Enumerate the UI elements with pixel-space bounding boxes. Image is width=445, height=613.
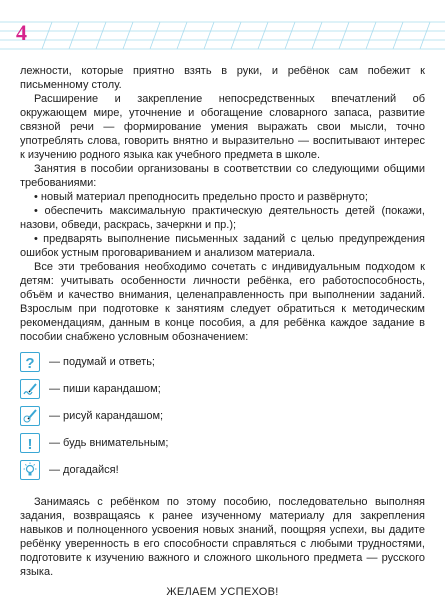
legend-label: — будь внимательным; [49, 437, 169, 449]
paragraph: Расширение и закрепление непосредственных впечатлений об окружающем мире, уточнение и обогащение словарного запаса, развитие связной речи — формирование умения выражать свои мысли, точно употреблять слова, говорить внятно и выразительно — воспитывают интерес к изучению родного языка как учебного предмета в школе. [20, 93, 425, 161]
lightbulb-icon [20, 460, 40, 480]
pencil-drawing-icon [20, 406, 40, 426]
legend-label: — подумай и ответь; [49, 356, 155, 368]
paragraph: Все эти требования необходимо сочетать с индивидуальным подходом к детям: учитывать особенности личности ребёнка, его работоспособность, объём и качество внимания, целенаправленность при выполнении заданий. Взрослым при подготовке к занятиям следует обратиться к методическим рекомендациям, данным в конце пособия, а для ребёнка каждое задание в пособии снабжено условным обозначением: [20, 261, 425, 343]
legend-item [20, 350, 425, 374]
legend-item [20, 404, 425, 428]
exclamation-icon [20, 433, 40, 453]
paragraph: Занимаясь с ребёнком по этому пособию, последовательно выполняя задания, возвращаясь к ранее изученному материалу для закрепления навыков и полноценного усвоения новых знаний, поощряя успехи, вы дадите ребёнку уверенность в его способности справляться с любыми трудностями, подготовите к изучению важного и сложного школьного предмета — русского языка. [20, 496, 425, 578]
symbol-legend [20, 350, 425, 482]
legend-item [20, 377, 425, 401]
closing-line: ЖЕЛАЕМ УСПЕХОВ! [166, 586, 279, 598]
legend-label: — догадайся! [49, 464, 119, 476]
svg-text:?: ? [25, 355, 35, 370]
requirement-item: • новый материал преподносить предельно просто и развёрнуто; [34, 191, 368, 203]
paragraph: Занятия в пособии организованы в соответствии со следующими общими требованиями: [20, 163, 425, 189]
page-number: 4 [16, 20, 27, 45]
legend-label: — пиши карандашом; [49, 383, 161, 395]
question-icon [20, 352, 40, 372]
page-body [20, 64, 425, 579]
legend-item [20, 458, 425, 482]
pencil-writing-icon [20, 379, 40, 399]
handwriting-ruling [0, 0, 445, 64]
legend-label: — рисуй карандашом; [49, 410, 164, 422]
requirement-item: • предварять выполнение письменных заданий с целью предупреждения ошибок устным проговариванием и анализом материала. [20, 233, 425, 259]
requirement-item: • обеспечить максимальную практическую деятельность детей (покажи, назови, обведи, раскрась, зачеркни и пр.); [20, 205, 425, 231]
svg-text:!: ! [27, 436, 33, 451]
page-header [0, 0, 445, 64]
paragraph: лежности, которые приятно взять в руки, и ребёнок сам побежит к письменному столу. [20, 65, 425, 91]
legend-item [20, 431, 425, 455]
